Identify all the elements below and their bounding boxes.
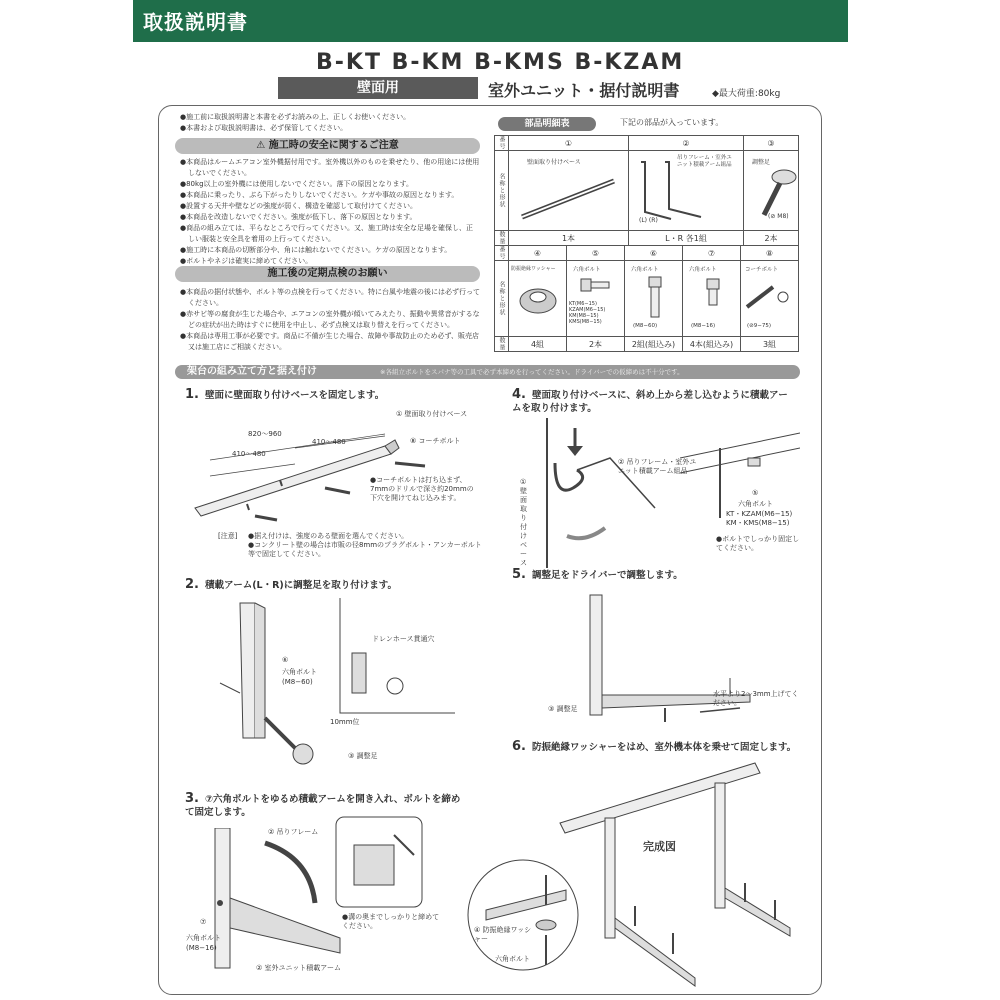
row-label-name: 名称と形状 xyxy=(495,261,509,337)
part-name: 吊りフレーム・室外ユニット積載アーム組品 xyxy=(677,155,732,168)
safety-item: ●施工時に本商品の切断部分や、角には触れないでください。ケガの原因となります。 xyxy=(180,246,452,254)
step3-bolt-num: ⑦ xyxy=(200,918,207,926)
step-5-title: 5. 調整足をドライバーで調整します。 xyxy=(512,567,683,582)
step2-hex-name: 六角ボルト xyxy=(282,668,317,676)
step-3-title: 3. ⑦六角ボルトをゆるめ積載アームを開き入れ、ボルトを締めて固定します。 xyxy=(185,791,461,818)
assembly-title: 架台の組み立て方と据え付け xyxy=(187,366,317,377)
intro xyxy=(180,112,480,134)
part-qty: L・R 各1組 xyxy=(629,231,744,246)
assembly-note: ※各組立ボルトをスパナ等の工具で必ず本締めを行ってください。ドライバーでの仮締めは不十分です。 xyxy=(380,368,684,376)
step-6-title: 6. 防振絶縁ワッシャーをはめ、室外機本体を乗せて固定します。 xyxy=(512,739,797,754)
part-num: ⑦ xyxy=(683,246,741,261)
gap-label: 10mm位 xyxy=(330,718,360,726)
step2-hex-num: ⑥ xyxy=(282,656,289,664)
intro-line: ●施工前に取扱説明書と本書を必ずお読みの上、正しくお使いください。 xyxy=(180,113,411,121)
part-num: ② xyxy=(629,136,744,151)
part-name: 六角ボルト xyxy=(631,267,659,273)
label-wall-base: ① 壁面取り付けベース xyxy=(396,410,468,418)
part-cell-frame xyxy=(629,151,744,231)
part-cell-hex5 xyxy=(567,261,625,337)
part-name: 調整足 xyxy=(752,159,771,166)
step-3-detail xyxy=(334,815,424,910)
row-label-name: 名称と形状 xyxy=(495,151,509,231)
part-num: ① xyxy=(509,136,629,151)
part-spec: (⊘9−75) xyxy=(747,323,772,329)
parts-table-top xyxy=(494,135,799,246)
washer-icon xyxy=(513,279,563,329)
inspection-item: ●本商品は専用工事が必要です。商品に不備が生じた場合、故障や事故防止のため必ず、販売店又は施工店にご相談ください。 xyxy=(180,332,479,351)
hex-bolt-icon xyxy=(575,275,615,299)
part-cell-washer xyxy=(509,261,567,337)
parts-header: 部品明細表 xyxy=(498,117,596,131)
part-qty: 1本 xyxy=(509,231,629,246)
step5-label-foot: ③ 調整足 xyxy=(548,705,578,713)
safety-item: ●ボルトやネジは確実に締めてください。 xyxy=(180,257,313,265)
step4-bolt-name: 六角ボルト xyxy=(738,500,773,508)
part-name: 六角ボルト xyxy=(573,267,601,273)
part-num: ④ xyxy=(509,246,567,261)
inspection-item: ●本商品の据付状態や、ボルト等の点検を行ってください。特に台風や地震の後には必ず行ってください。 xyxy=(180,288,480,307)
step4-note: ●ボルトでしっかり固定してください。 xyxy=(716,535,800,552)
part-spec: (M8−60) xyxy=(633,323,658,329)
safety-header: ⚠ 施工時の安全に関するご注意 xyxy=(175,138,480,154)
assembly-header xyxy=(175,365,800,379)
part-qty: 2組(組込み) xyxy=(625,337,683,352)
step-2-detail xyxy=(330,598,455,723)
step4-label-frame: ② 吊りフレーム・室外ユニット積載アーム組品 xyxy=(618,458,697,475)
safety-item: ●本商品に乗ったり、ぶら下がったりしないでください。ケガや事故の原因となります。 xyxy=(180,191,459,199)
intro-line: ●本書および取扱説明書は、必ず保管してください。 xyxy=(180,124,348,132)
parts-table-bottom xyxy=(494,245,799,352)
part-cell-foot xyxy=(744,151,799,231)
inspection-item: ●赤サビ等の腐食が生じた場合や、エアコンの室外機が傾いてみえたり、振動や異常音がするなどの症状が出た時はすぐに使用を中止し、必ず点検又は取り替えを行ってください。 xyxy=(180,310,480,329)
step-4-hook-diagram xyxy=(515,418,665,568)
coach-bolt-note: ●コーチボルトは打ち込まず、7mmのドリルで深さ約20mmの下穴を開けてねじ込みます。 xyxy=(370,476,474,502)
label-mount-arm: ② 室外ユニット積載アーム xyxy=(256,964,342,972)
step-4-title: 4. 壁面取り付けベースに、斜め上から差し込むように積載アームを取り付けます。 xyxy=(512,387,788,414)
step-6-complete-diagram xyxy=(555,758,795,988)
caution-title: [注意] xyxy=(218,532,238,540)
safety-list xyxy=(180,157,480,267)
dim-b: 410〜480 xyxy=(312,438,346,446)
hex-bolt-short-icon xyxy=(693,277,733,317)
inspection-header: 施工後の定期点検のお願い xyxy=(175,266,480,282)
label-hanging-frame: ② 吊りフレーム xyxy=(268,828,319,836)
part-name: 六角ボルト xyxy=(689,267,717,273)
part-name: コーチボルト xyxy=(745,267,779,273)
inspection-list xyxy=(180,287,480,353)
row-label-qty: 数量 xyxy=(495,231,509,246)
caution-list xyxy=(248,532,488,559)
doc-title: 室外ユニット・据付説明書 xyxy=(488,81,680,100)
max-load: ◆最大荷重:80kg xyxy=(712,89,781,99)
groove-note: ●溝の奥までしっかりと締めてください。 xyxy=(342,913,440,930)
step3-bolt-spec: (M8−16) xyxy=(186,944,217,952)
row-label-num: 番号 xyxy=(495,136,509,151)
hex-bolt-long-icon xyxy=(635,275,675,325)
part-num: ⑧ xyxy=(741,246,799,261)
part-qty: 2本 xyxy=(744,231,799,246)
step-1-diagram xyxy=(185,418,445,528)
step-3-arm-diagram xyxy=(200,828,350,978)
safety-item: ●80kg以上の室外機には使用しないでください。落下の原因となります。 xyxy=(180,180,413,188)
safety-item: ●本商品を改造しないでください。強度が低下し、落下の原因となります。 xyxy=(180,213,417,221)
step5-note: 水平より2〜3mm上げてください。 xyxy=(713,690,799,707)
part-spec: (⊘ M8) xyxy=(768,213,789,220)
step3-bolt-name: 六角ボルト xyxy=(186,934,221,942)
step-5-diagram xyxy=(560,590,780,730)
part-num: ⑥ xyxy=(625,246,683,261)
part-sub: (L) (R) xyxy=(639,217,658,224)
part-spec: (M8−16) xyxy=(691,323,716,329)
label-adjust-foot: ③ 調整足 xyxy=(348,752,378,760)
complete-label: 完成図 xyxy=(643,840,676,853)
header-label: 取扱説明書 xyxy=(143,10,248,34)
step-1-title: 1. 壁面に壁面取り付けベースを固定します。 xyxy=(185,387,385,402)
step6-label-washer: ④ 防振絶縁ワッシャー xyxy=(474,926,532,943)
step6-label-bolt: 六角ボルト xyxy=(495,955,530,963)
safety-item: ●設置する天井や壁などの強度が弱く、構造を確認して取付けてください。 xyxy=(180,202,417,210)
caution-item: ●コンクリート壁の場合は市販の径8mmのプラグボルト・アンカーボルト等で固定してください。 xyxy=(248,541,482,558)
step-2-title: 2. 積載アーム(L・R)に調整足を取り付けます。 xyxy=(185,577,397,592)
step4-bolt-spec: KT・KZAM(M6−15) KM・KMS(M8−15) xyxy=(726,510,793,527)
safety-item: ●本商品はルームエアコン室外機据付用です。室外機以外のものを乗せたり、他の用途には使用しないでください。 xyxy=(180,158,480,177)
part-cell-hex7 xyxy=(683,261,741,337)
drain-hole-label: ドレンホース貫通穴 xyxy=(372,635,435,643)
part-spec: KT(M6−15) KZAM(M6−15) KM(M8−15) KMS(M8−15) xyxy=(569,301,606,325)
row-label-qty: 数量 xyxy=(495,337,509,352)
usage-badge: 壁面用 xyxy=(278,77,478,99)
part-cell-coach xyxy=(741,261,799,337)
step4-bolt-num: ⑤ xyxy=(752,489,759,497)
part-name: 防振絶縁ワッシャー xyxy=(511,266,556,272)
part-cell-base xyxy=(509,151,629,231)
wall-base-icon xyxy=(514,169,624,229)
part-qty: 4本(組込み) xyxy=(683,337,741,352)
dim-a: 410〜480 xyxy=(232,450,266,458)
model-list: B-KT B-KM B-KMS B-KZAM xyxy=(316,50,685,75)
dim-total: 820〜960 xyxy=(248,430,282,438)
part-qty: 4組 xyxy=(509,337,567,352)
parts-note: 下記の部品が入っています。 xyxy=(620,118,724,127)
coach-bolt-icon xyxy=(743,277,793,317)
header-bar xyxy=(133,0,848,42)
part-name: 壁面取り付けベース xyxy=(527,159,581,166)
part-cell-hex6 xyxy=(625,261,683,337)
label-coach-bolt: ⑧ コーチボルト xyxy=(410,437,461,445)
step-6-detail xyxy=(466,855,581,995)
part-qty: 2本 xyxy=(567,337,625,352)
step4-label-base: ① 壁面取り付けベース xyxy=(520,478,527,567)
caution-item: ●据え付けは、強度のある壁面を選んでください。 xyxy=(248,532,409,540)
part-num: ⑤ xyxy=(567,246,625,261)
part-qty: 3組 xyxy=(741,337,799,352)
step2-hex-spec: (M8−60) xyxy=(282,678,313,686)
safety-item: ●商品の組み立ては、平らなところで行ってください。又、施工時は安全な足場を確保し、正しい服装と安全具を着用の上行ってください。 xyxy=(180,224,474,243)
row-label-num: 番号 xyxy=(495,246,509,261)
part-num: ③ xyxy=(744,136,799,151)
